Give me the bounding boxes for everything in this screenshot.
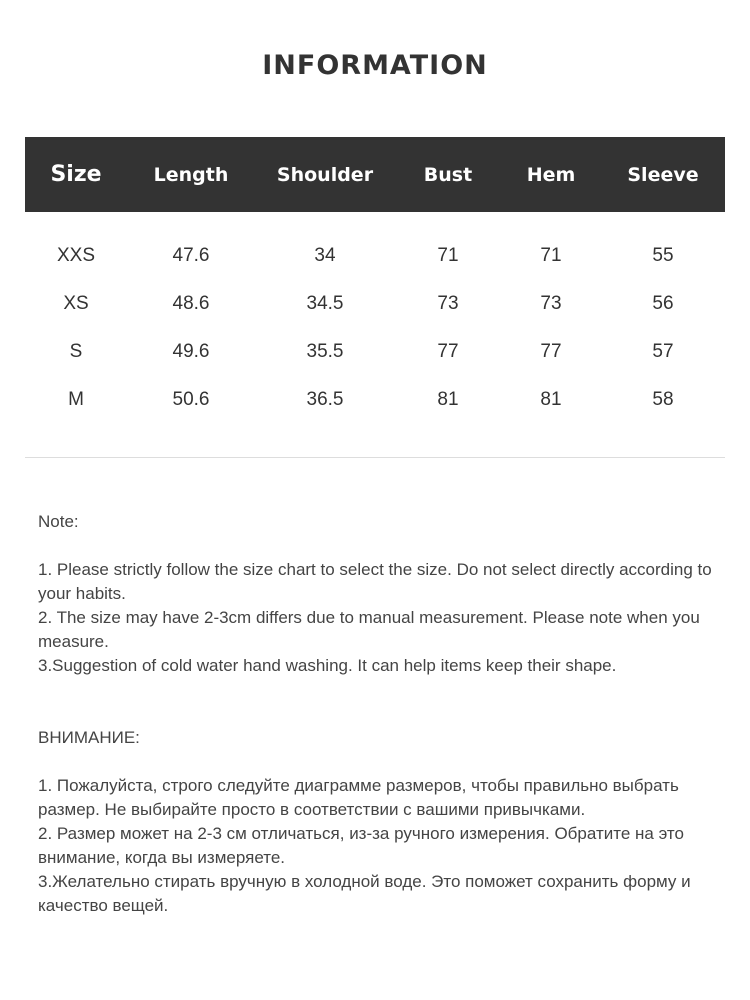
header-hem: Hem	[526, 163, 576, 186]
cell-hem: 73	[540, 293, 562, 314]
table-row	[25, 376, 725, 424]
cell-hem: 71	[540, 245, 562, 266]
cell-length: 49.6	[172, 341, 210, 362]
note-item: 3.Желательно стирать вручную в холодной воде. Это поможет сохранить форму и качество вещей.	[38, 872, 691, 915]
table-row	[25, 328, 725, 376]
note-item: 2. Размер может на 2-3 см отличаться, из-за ручного измерения. Обратите на это внимание, когда вы измеряете.	[38, 824, 684, 867]
notes-en-list	[38, 558, 718, 678]
cell-sleeve: 57	[652, 341, 674, 362]
cell-sleeve: 56	[652, 293, 674, 314]
cell-shoulder: 35.5	[306, 341, 344, 362]
notes-ru-heading: ВНИМАНИЕ:	[38, 728, 140, 747]
note-item: 1. Пожалуйста, строго следуйте диаграмме размеров, чтобы правильно выбрать размер. Не выбирайте просто в соответствии с вашими привычками.	[38, 776, 679, 819]
cell-bust: 77	[437, 341, 459, 362]
cell-shoulder: 36.5	[306, 389, 344, 410]
notes-en-heading: Note:	[38, 512, 79, 531]
cell-sleeve: 55	[652, 245, 674, 266]
note-item: 1. Please strictly follow the size chart to select the size. Do not select directly according to your habits.	[38, 560, 712, 603]
cell-length: 47.6	[172, 245, 210, 266]
size-chart-table	[25, 137, 725, 424]
section-divider	[25, 457, 725, 458]
note-item: 2. The size may have 2-3cm differs due to manual measurement. Please note when you measure.	[38, 608, 700, 651]
header-shoulder: Shoulder	[276, 163, 374, 186]
cell-hem: 77	[540, 341, 562, 362]
note-item: 3.Suggestion of cold water hand washing. It can help items keep their shape.	[38, 656, 617, 675]
cell-shoulder: 34	[314, 245, 336, 266]
header-sleeve: Sleeve	[627, 163, 699, 186]
cell-size: M	[68, 389, 84, 410]
header-bust: Bust	[423, 163, 473, 186]
cell-sleeve: 58	[652, 389, 674, 410]
table-body	[25, 212, 725, 424]
cell-length: 48.6	[172, 293, 210, 314]
cell-bust: 73	[437, 293, 459, 314]
cell-size: S	[69, 341, 83, 362]
cell-bust: 71	[437, 245, 459, 266]
page-title: INFORMATION	[262, 50, 488, 81]
cell-hem: 81	[540, 389, 562, 410]
cell-shoulder: 34.5	[306, 293, 344, 314]
table-row	[25, 232, 725, 280]
cell-bust: 81	[437, 389, 459, 410]
cell-size: XS	[63, 293, 89, 314]
table-header	[25, 137, 725, 212]
cell-length: 50.6	[172, 389, 210, 410]
header-size: Size	[50, 162, 102, 187]
cell-size: XXS	[56, 245, 96, 266]
table-row	[25, 280, 725, 328]
notes-ru-list	[38, 774, 718, 918]
header-length: Length	[153, 163, 229, 186]
